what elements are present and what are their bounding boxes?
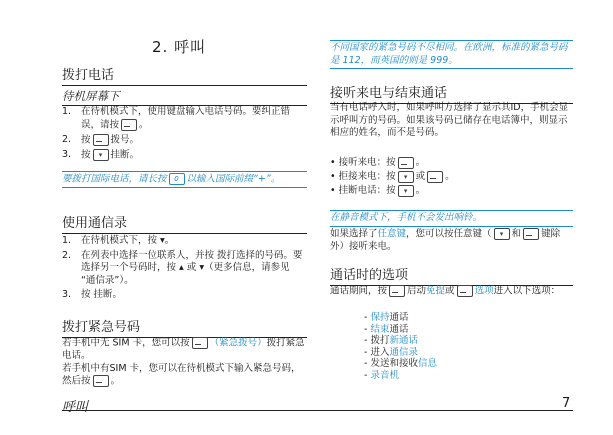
list-item: - 进入通信录	[364, 346, 418, 358]
call-options-paragraph: 通话期间，按 启动免提或 选项进入以下选项：	[330, 285, 561, 297]
option-link[interactable]: 信息	[417, 358, 437, 369]
list-item: 1. 在待机模式下，按 ▾。	[62, 235, 175, 246]
emergency-call-link[interactable]: （紧急拨号）	[209, 337, 267, 349]
page-number: 7	[562, 396, 571, 411]
end-key-icon: ▾	[398, 185, 414, 197]
section-title-phonebook: 使用通信录	[62, 212, 307, 234]
list-item: 2. 按 拨号。	[62, 133, 140, 145]
chapter-title: 2. 呼叫	[152, 38, 207, 56]
answer-bullets	[330, 156, 573, 198]
clear-key-icon	[121, 119, 137, 131]
option-link[interactable]: 保持	[370, 312, 390, 323]
list-item: • 接听来电：按 。	[330, 157, 426, 168]
section-title-answer-end: 接听来电与结束通话	[330, 82, 573, 104]
note-silent-mode: 在静音模式下，手机不会发出响铃。	[330, 210, 573, 227]
softkey-icon	[427, 171, 443, 183]
list-item: - 发送和接收信息	[364, 358, 437, 369]
list-item: 2. 在列表中选择一位联系人，并按 拨打选择的号码。要选择另一个号码时，按 ▴ 或 ▾（更多信息，请参见 “通信录”）。	[62, 249, 303, 286]
any-key-paragraph: 如果选择了任意键，您可以按任意键（ ▾ 和 键除外）接听来电。	[330, 228, 561, 252]
section-title-make-call: 拨打电话	[62, 64, 307, 86]
note-emergency-numbers: 不同国家的紧急号码不尽相同。在欧洲，标准的紧急号码是 112，而英国的则是 999。	[330, 40, 573, 69]
footer-section-name: 呼叫	[62, 400, 89, 415]
any-key-link[interactable]: 任意键	[377, 228, 407, 240]
option-link[interactable]: 通信录	[389, 346, 418, 358]
call-key-icon	[93, 375, 109, 387]
softkey-icon	[523, 228, 539, 240]
call-key-icon	[398, 157, 414, 169]
phonebook-steps	[62, 235, 307, 304]
section-title-emergency: 拨打紧急号码	[62, 316, 307, 338]
list-item: 1. 在待机模式下，使用键盘输入电话号码。要纠正错误，请按 。	[62, 106, 291, 130]
call-options-list	[364, 312, 437, 381]
list-item: 3. 按 ▾ 挂断。	[62, 148, 140, 160]
zero-key-icon: 0	[169, 173, 185, 185]
subsection-title-standby: 待机屏幕下	[62, 88, 307, 106]
option-link[interactable]: 录音机	[370, 369, 399, 381]
list-item: 3. 按 挂断。	[62, 289, 123, 300]
end-key-icon: ▾	[494, 228, 510, 240]
end-key-icon: ▾	[398, 171, 414, 183]
list-item: - 录音机	[364, 369, 399, 381]
emergency-paragraph: 若手机中无 SIM 卡，您可以按 （紧急拨号）拨打紧急电话。 若手机中有SIM 卡，您可以在待机模式下输入紧急号码，然后按 。	[62, 337, 305, 387]
softkey-icon	[192, 337, 208, 349]
make-call-steps	[62, 106, 307, 164]
softkey-icon	[457, 285, 473, 297]
handsfree-link[interactable]: 免提	[426, 285, 446, 297]
section-title-call-options: 通话时的选项	[330, 264, 573, 286]
option-link[interactable]: 结束	[370, 323, 390, 335]
softkey-icon	[389, 285, 405, 297]
option-link[interactable]: 新通话	[389, 335, 418, 346]
list-item: - 保持通话	[364, 312, 409, 323]
note-international: 要拨打国际电话，请长按 0 以输入国际前缀“+”。	[62, 171, 307, 188]
footer-rule	[62, 410, 573, 411]
list-item: • 拒接来电：按 ▾ 或 。	[330, 171, 455, 182]
call-key-icon	[93, 134, 109, 146]
end-key-icon: ▾	[93, 149, 109, 161]
list-item: - 结束通话	[364, 323, 409, 335]
options-link[interactable]: 选项	[474, 285, 494, 297]
list-item: - 拨打新通话	[364, 335, 418, 346]
answer-paragraph: 当有电话呼入时，如果呼叫方选择了显示其ID，手机会显示呼叫方的号码。如果该号码已储存在电话簿中，则显示相应的姓名，而不是号码。	[330, 102, 569, 138]
list-item: • 挂断电话：按 ▾ 。	[330, 185, 426, 196]
